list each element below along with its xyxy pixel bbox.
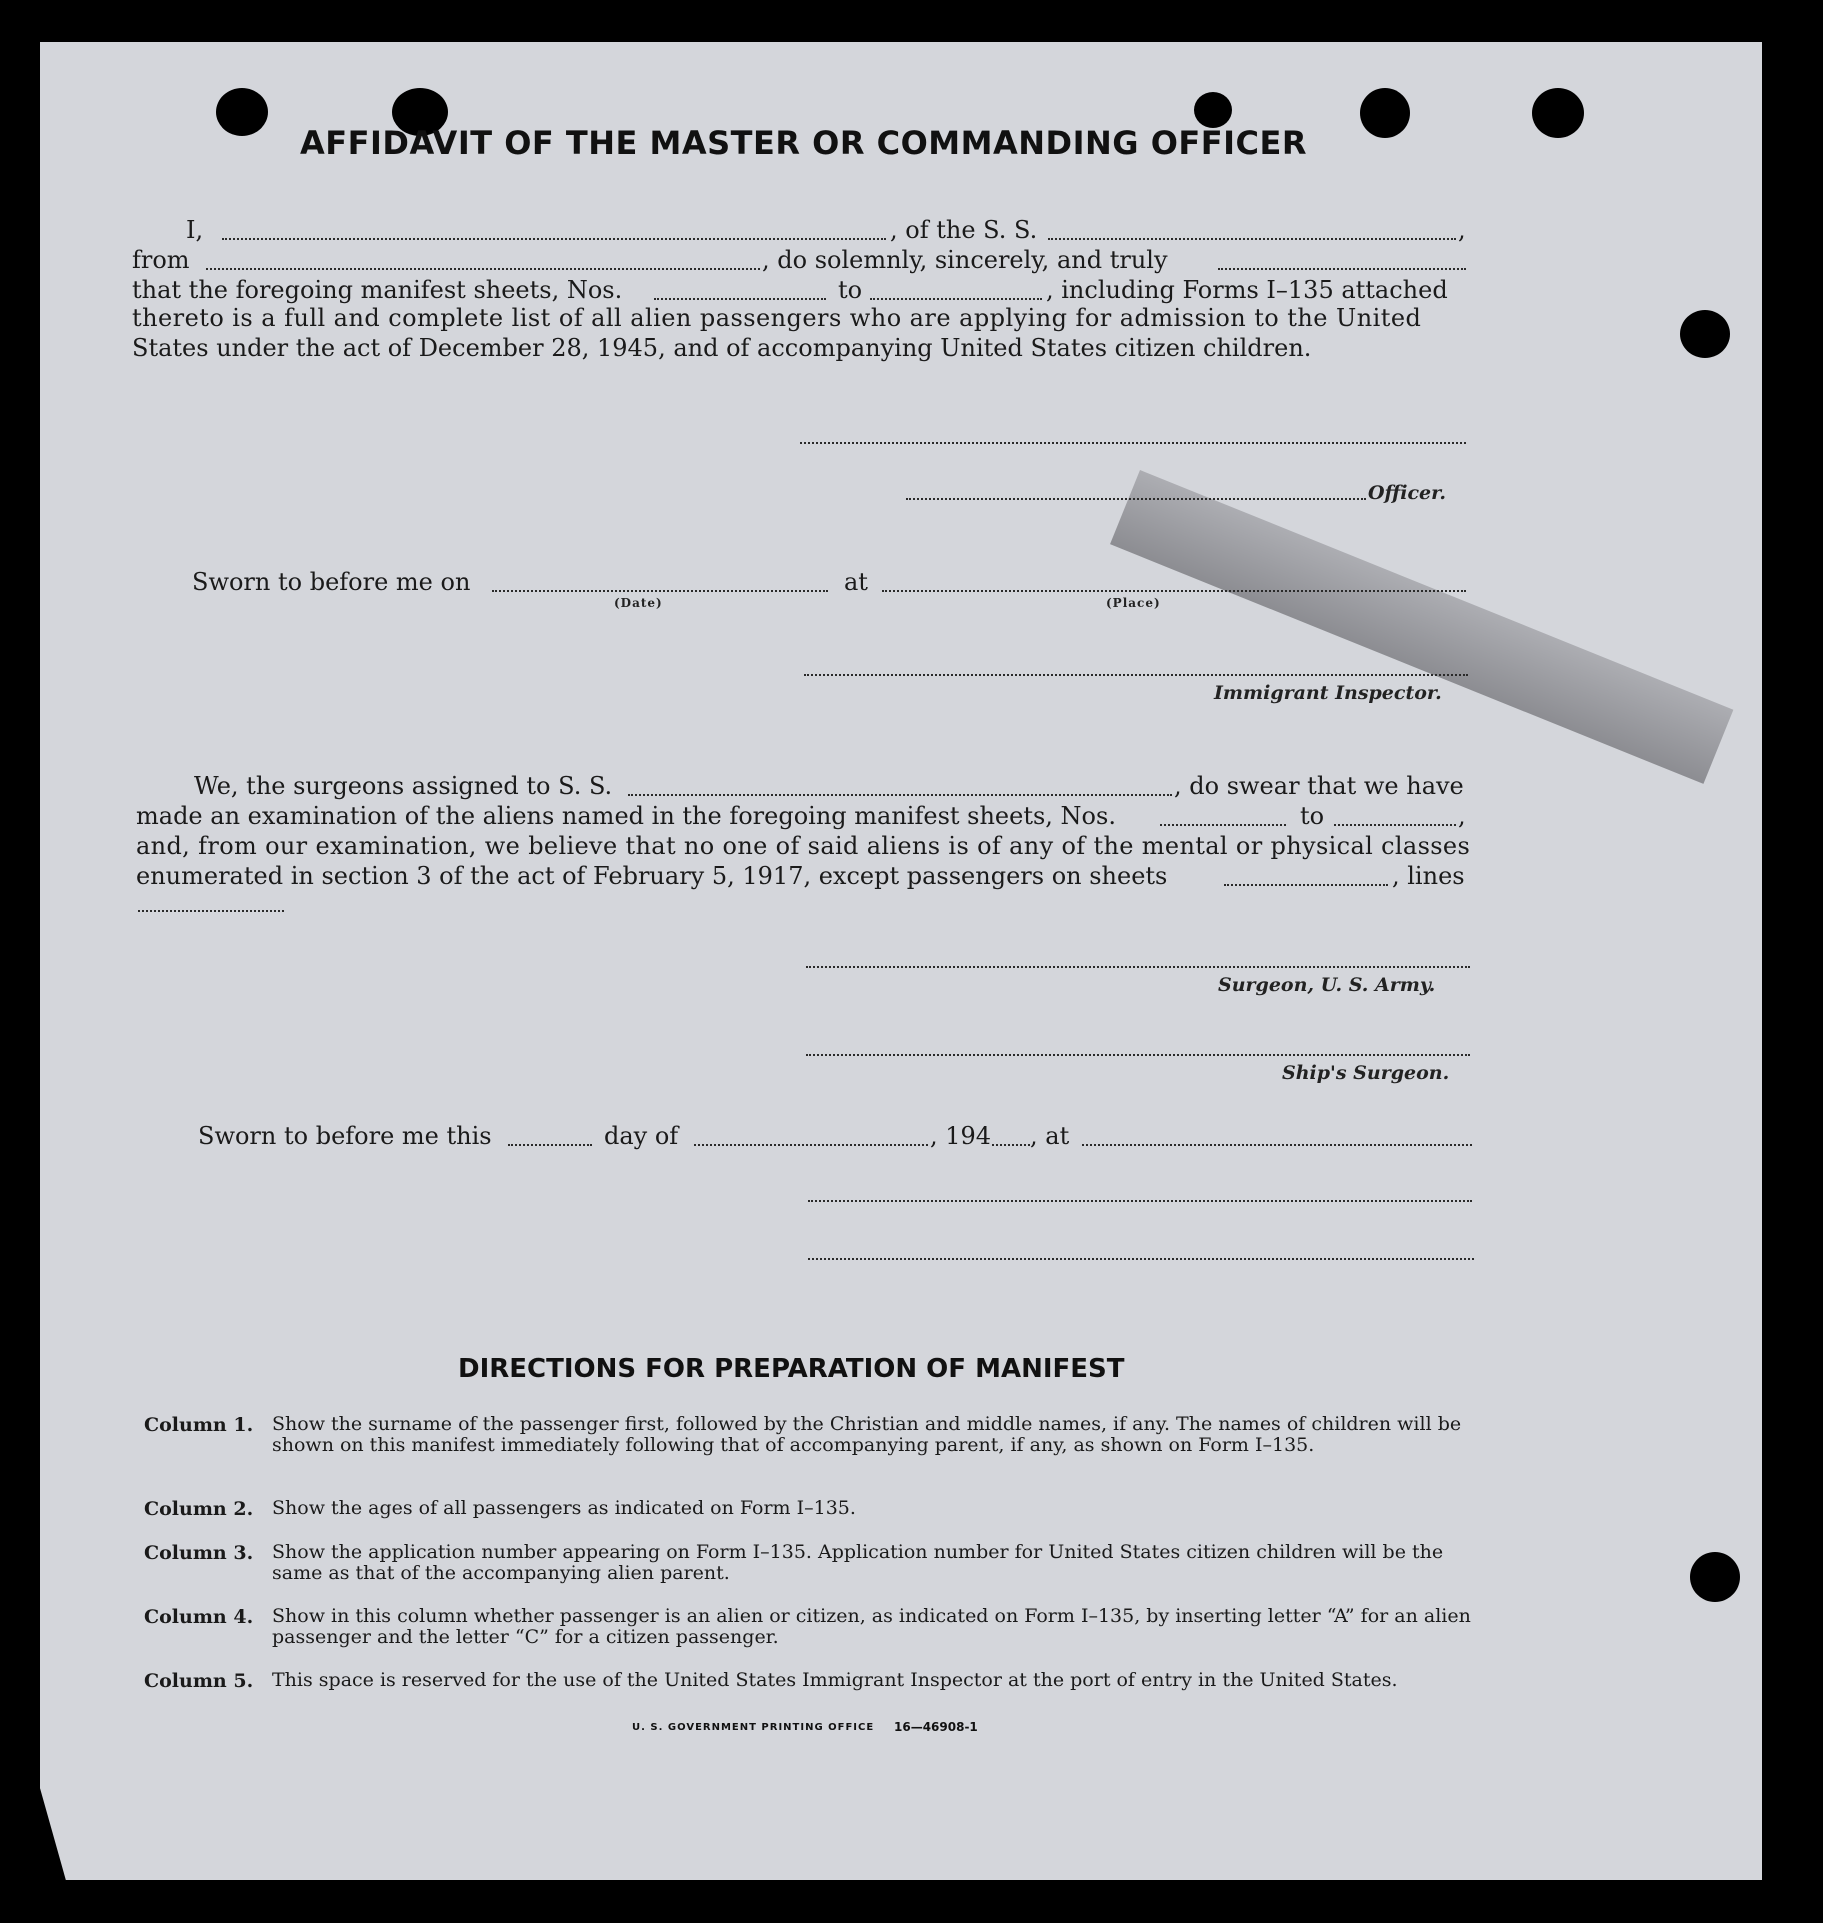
punch-hole xyxy=(1690,1552,1740,1602)
affidavit-text: thereto is a full and complete list of all alien passengers who are applying for admission to the United xyxy=(132,304,1422,332)
date-caption: (Date) xyxy=(614,596,663,610)
form-code: 16—46908-1 xyxy=(894,1720,978,1734)
manifest-sheets-to-field[interactable] xyxy=(870,298,1042,300)
column-text: Show the surname of the passenger first, followed by the Christian and middle names, if any. The names of children will be shown on this manifest immediately following that of accompanying parent, if any, as shown on Form I–135. xyxy=(272,1413,1462,1456)
column-label: Column 1. xyxy=(144,1414,254,1436)
officer-title-field[interactable] xyxy=(906,498,1366,500)
column-label: Column 4. xyxy=(144,1606,254,1628)
army-surgeon-signature-field[interactable] xyxy=(806,966,1470,968)
punch-hole xyxy=(1360,88,1410,138)
army-surgeon-label: Surgeon, U. S. Army. xyxy=(1218,974,1436,996)
sworn-text: , 194 xyxy=(930,1122,992,1150)
ship-surgeon-label: Ship's Surgeon. xyxy=(1282,1062,1450,1084)
sworn-date-field[interactable] xyxy=(492,590,828,592)
surgeons-sheets-from-field[interactable] xyxy=(1160,824,1286,826)
punch-hole xyxy=(216,88,268,136)
sworn-month-field[interactable] xyxy=(694,1144,928,1146)
surgeons-text: , xyxy=(1458,802,1466,830)
surgeons-text: , lines xyxy=(1392,862,1465,890)
surgeons-text: , do swear that we have xyxy=(1174,772,1464,800)
sworn-day-field[interactable] xyxy=(508,1144,592,1146)
ship-surgeon-signature-field[interactable] xyxy=(806,1054,1470,1056)
surgeons-text: enumerated in section 3 of the act of February 5, 1917, except passengers on sheets xyxy=(136,862,1168,890)
punch-hole xyxy=(1680,310,1730,358)
oath-field[interactable] xyxy=(1218,268,1466,270)
inspector-signature-field[interactable] xyxy=(804,674,1468,676)
surgeons-text: to xyxy=(1300,802,1325,830)
affidavit-text: that the foregoing manifest sheets, Nos. xyxy=(132,276,623,304)
column-text: This space is reserved for the use of the United States Immigrant Inspector at the port of entry in the United States. xyxy=(272,1669,1398,1691)
column-label: Column 3. xyxy=(144,1542,254,1564)
affidavit-text: States under the act of December 28, 1945, and of accompanying United States citizen children. xyxy=(132,334,1312,362)
directions-title: DIRECTIONS FOR PREPARATION OF MANIFEST xyxy=(458,1354,1125,1384)
affidavit-text: to xyxy=(838,276,863,304)
affidavit-text: I, xyxy=(186,216,204,244)
sworn-text: , at xyxy=(1030,1122,1070,1150)
master-name-field[interactable] xyxy=(222,238,886,240)
punch-hole xyxy=(1194,92,1232,128)
signature-field[interactable] xyxy=(808,1200,1472,1202)
affidavit-text: , including Forms I–135 attached xyxy=(1046,276,1448,304)
ship-name-field[interactable] xyxy=(1048,238,1456,240)
affidavit-title: AFFIDAVIT OF THE MASTER OR COMMANDING OFFICER xyxy=(300,124,1307,162)
port-field[interactable] xyxy=(206,268,760,270)
affidavit-text: , xyxy=(1458,216,1466,244)
sworn-text: Sworn to before me on xyxy=(192,568,471,596)
place-caption: (Place) xyxy=(1106,596,1161,610)
surgeons-sheets-to-field[interactable] xyxy=(1334,824,1456,826)
sworn-year-field[interactable] xyxy=(992,1144,1030,1146)
sworn-text: day of xyxy=(604,1122,679,1150)
signature-field[interactable] xyxy=(808,1258,1474,1260)
exception-sheets-field[interactable] xyxy=(1224,884,1388,886)
affidavit-text: , of the S. S. xyxy=(890,216,1038,244)
surgeons-ship-field[interactable] xyxy=(628,794,1172,796)
column-label: Column 5. xyxy=(144,1670,254,1692)
column-label: Column 2. xyxy=(144,1498,254,1520)
sworn-text: at xyxy=(844,568,868,596)
sworn-text: Sworn to before me this xyxy=(198,1122,492,1150)
inspector-label: Immigrant Inspector. xyxy=(1214,682,1442,704)
exception-lines-field[interactable] xyxy=(138,910,284,912)
punch-hole xyxy=(1532,88,1584,138)
printer-imprint: U. S. GOVERNMENT PRINTING OFFICE xyxy=(632,1722,875,1733)
officer-signature-field[interactable] xyxy=(800,442,1466,444)
column-text: Show in this column whether passenger is an alien or citizen, as indicated on Form I–135, by inserting letter “A” for an alien passenger and the letter “C” for a citizen passenger. xyxy=(272,1605,1471,1648)
sworn-place-field[interactable] xyxy=(882,590,1466,592)
surgeons-text: and, from our examination, we believe that no one of said aliens is of any of the mental or physical classes xyxy=(136,832,1471,860)
sworn-place-field[interactable] xyxy=(1082,1144,1472,1146)
manifest-sheets-from-field[interactable] xyxy=(654,298,826,300)
affidavit-text: , do solemnly, sincerely, and truly xyxy=(762,246,1168,274)
column-text: Show the application number appearing on Form I–135. Application number for United States citizen children will be the same as that of the accompanying alien parent. xyxy=(272,1541,1444,1584)
surgeons-text: We, the surgeons assigned to S. S. xyxy=(194,772,613,800)
surgeons-text: made an examination of the aliens named in the foregoing manifest sheets, Nos. xyxy=(136,802,1116,830)
column-text: Show the ages of all passengers as indicated on Form I–135. xyxy=(272,1497,856,1519)
officer-label: Officer. xyxy=(1368,482,1447,504)
affidavit-text: from xyxy=(132,246,190,274)
